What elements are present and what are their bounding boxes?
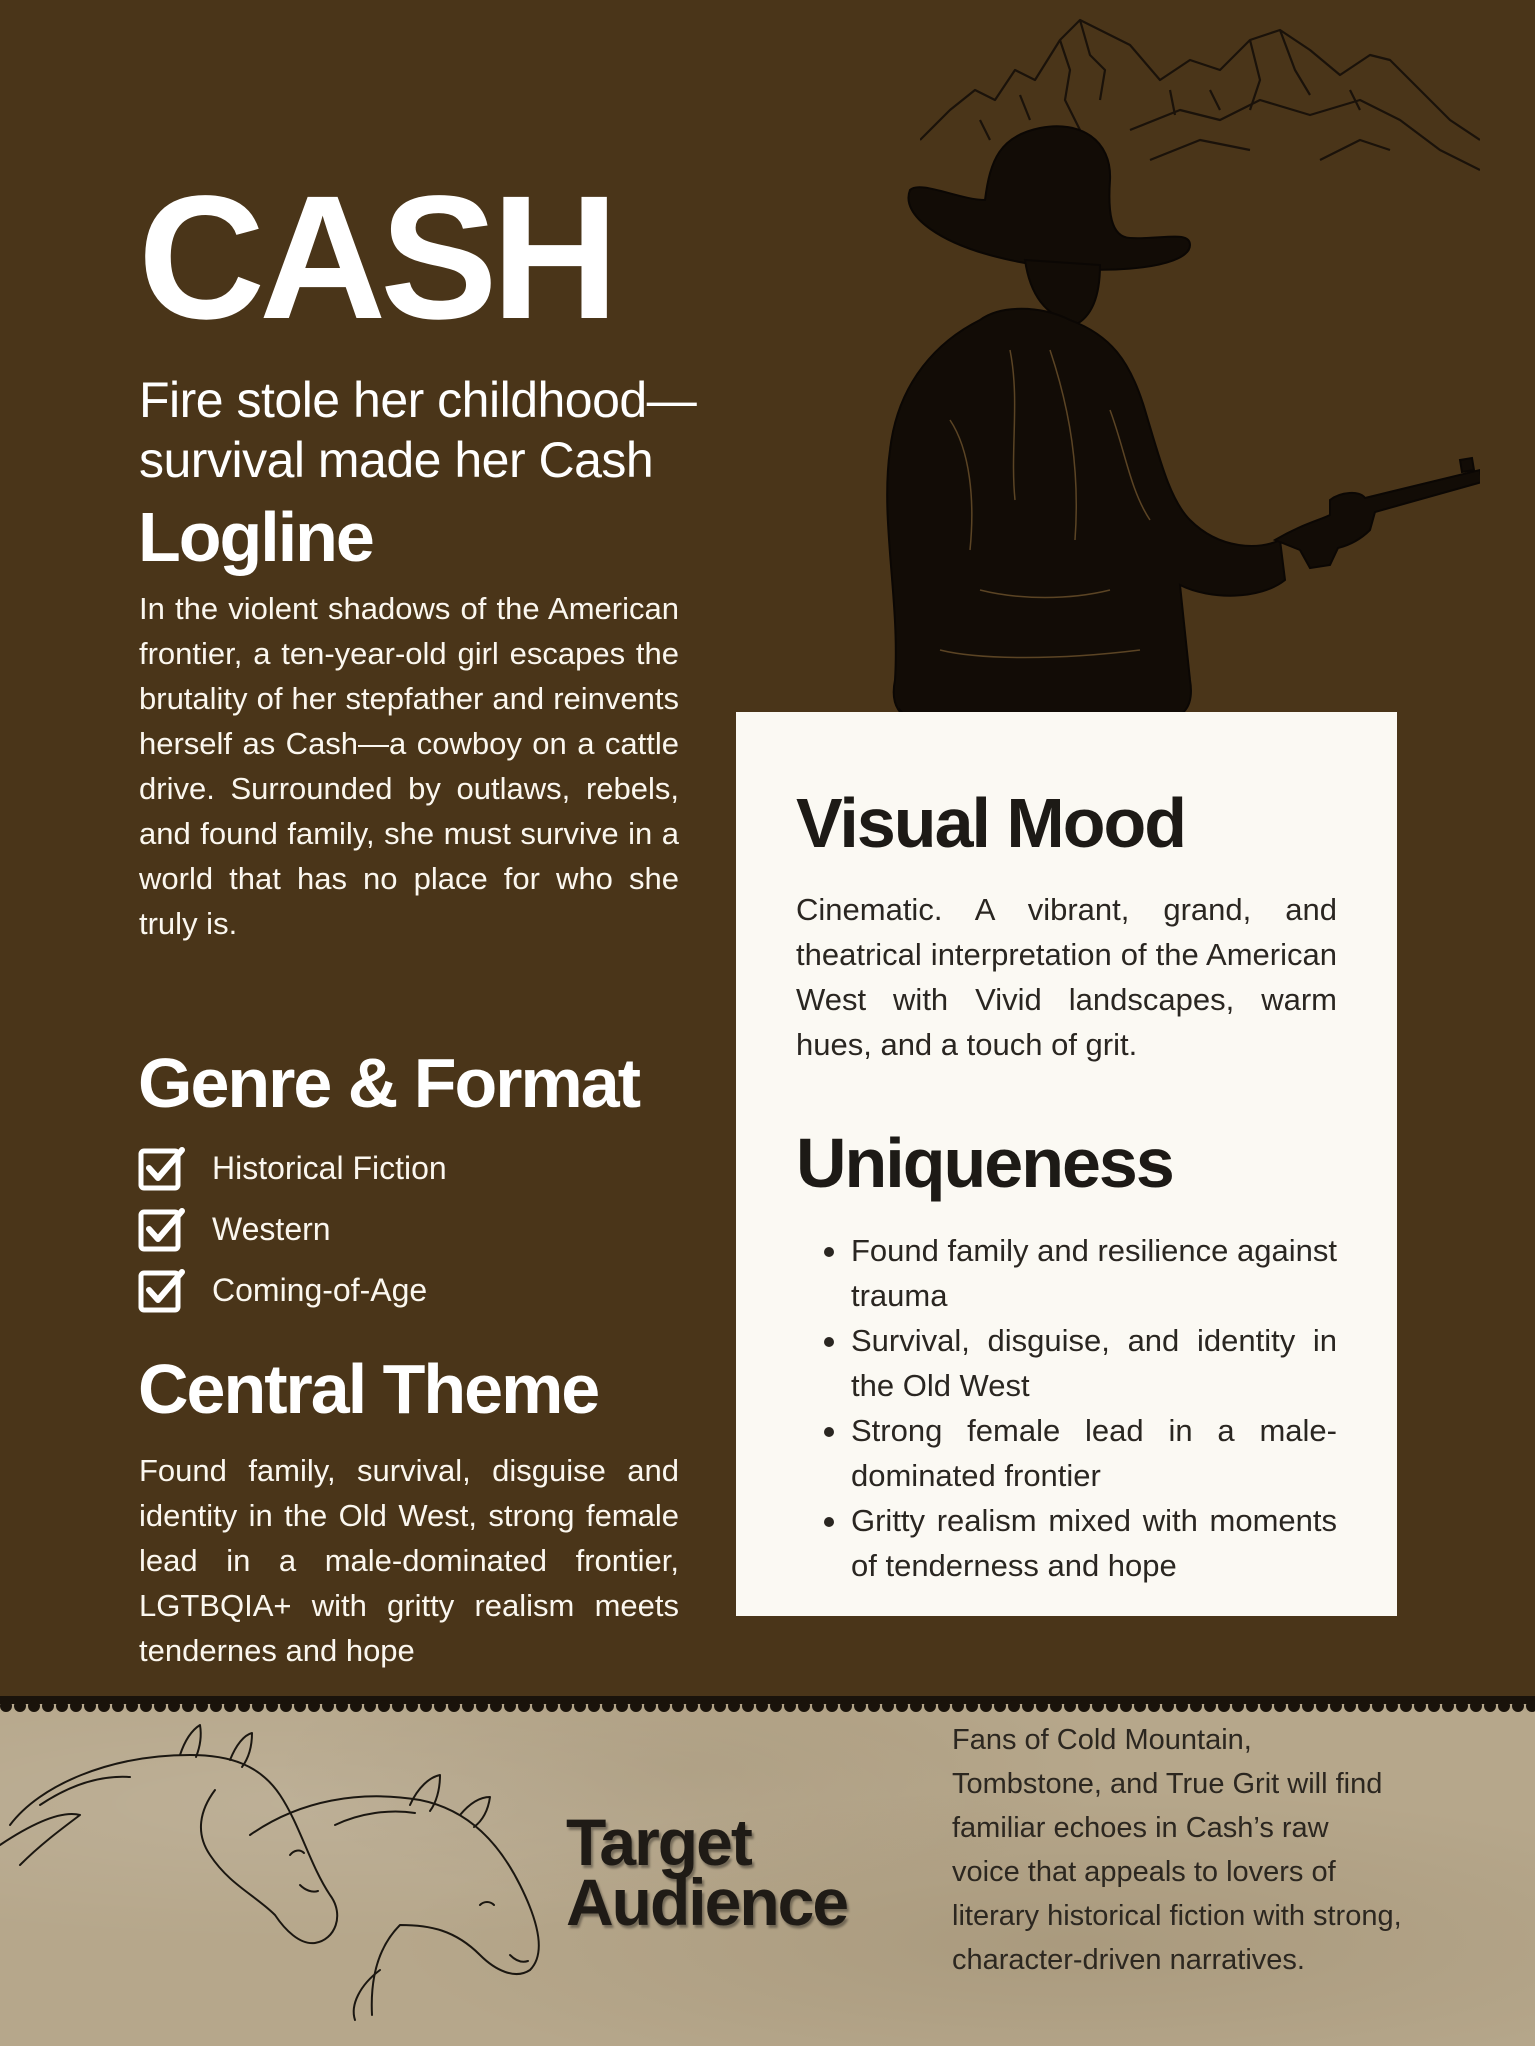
logline-text: In the violent shadows of the American frontier, a ten-year-old girl escapes the brutality of her stepfather and reinvents herself as Cash—a cowboy on a cattle drive. Surrounded by outlaws, rebels, and found family, she must survive in a world that has no place for who she truly is. [139, 591, 679, 941]
target-audience-heading [566, 1805, 848, 1939]
central-theme-text: Found family, survival, disguise and identity in the Old West, strong female lead in a male-dominated frontier, LGTBQIA+ with gritty realism meets tendernes and hope [139, 1453, 679, 1668]
genre-item-label: Western [212, 1210, 331, 1247]
checkbox-checked-icon [138, 1205, 186, 1253]
uniqueness-heading: Uniqueness [796, 1124, 1173, 1202]
target-audience-heading-line1: Target [566, 1805, 751, 1879]
target-audience-heading-line2: Audience [566, 1865, 848, 1939]
checkbox-checked-icon [138, 1144, 186, 1192]
horses-line-art-illustration [0, 1715, 560, 2025]
genre-item [138, 1207, 447, 1251]
logline-heading: Logline [138, 498, 373, 576]
target-audience-text: Fans of Cold Mountain, Tombstone, and True Grit will find familiar echoes in Cash’s raw voice that appeals to lovers of literary historical fiction with strong, character-driven narratives. [952, 1724, 1402, 1976]
genre-item-label: Historical Fiction [212, 1149, 447, 1186]
uniqueness-item: Found family and resilience against trauma [796, 1228, 1337, 1318]
uniqueness-list [796, 1228, 1337, 1588]
checkbox-checked-icon [138, 1266, 186, 1314]
uniqueness-item: Gritty realism mixed with moments of tenderness and hope [796, 1498, 1337, 1588]
genre-list [138, 1146, 447, 1329]
visual-mood-text: Cinematic. A vibrant, grand, and theatrical interpretation of the American West with Vivid landscapes, warm hues, and a touch of grit. [796, 892, 1337, 1062]
uniqueness-item: Survival, disguise, and identity in the Old West [796, 1318, 1337, 1408]
visual-mood-heading: Visual Mood [796, 784, 1185, 862]
genre-item-label: Coming-of-Age [212, 1271, 428, 1308]
uniqueness-item: Strong female lead in a male-dominated frontier [796, 1408, 1337, 1498]
central-theme-heading: Central Theme [138, 1350, 599, 1428]
genre-item [138, 1146, 447, 1190]
genre-heading: Genre & Format [138, 1044, 639, 1122]
cowboy-with-revolver-illustration [860, 120, 1480, 732]
tagline: Fire stole her childhood—survival made her Cash [139, 372, 697, 488]
genre-item [138, 1268, 447, 1312]
story-title: CASH [138, 160, 613, 356]
